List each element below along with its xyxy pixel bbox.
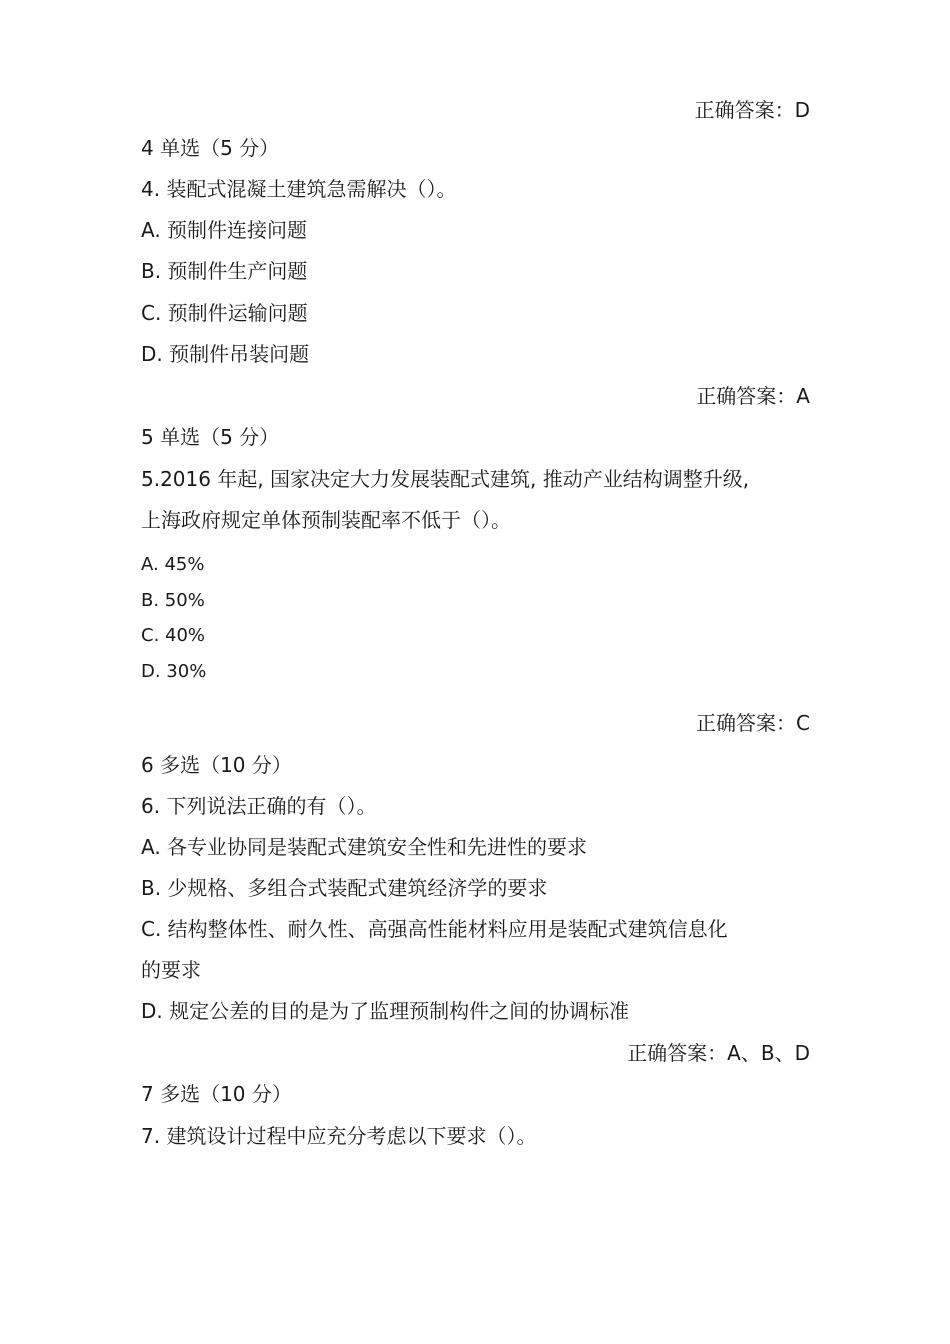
q6-option-c-continued: 的要求 [141, 958, 201, 982]
q7-header: 7 多选（10 分） [141, 1082, 292, 1106]
answer-q5: 正确答案：C [696, 711, 810, 735]
q5-option-c: C. 40% [141, 625, 206, 646]
q6-option-b: B. 少规格、多组合式装配式建筑经济学的要求 [141, 876, 548, 900]
q6-option-c: C. 结构整体性、耐久性、高强高性能材料应用是装配式建筑信息化 [141, 917, 728, 941]
q6-header: 6 多选（10 分） [141, 753, 292, 777]
q6-option-d: D. 规定公差的目的是为了监理预制构件之间的协调标准 [141, 999, 630, 1023]
q4-stem: 4. 装配式混凝土建筑急需解决（）。 [141, 177, 457, 201]
answer-q3: 正确答案：D [694, 98, 810, 122]
q4-option-d: D. 预制件吊装问题 [141, 342, 310, 366]
q5-option-b: B. 50% [141, 590, 205, 611]
q5-option-d: D. 30% [141, 661, 207, 682]
q6-stem: 6. 下列说法正确的有（）。 [141, 794, 377, 818]
answer-q6: 正确答案：A、B、D [627, 1041, 810, 1065]
q4-option-c: C. 预制件运输问题 [141, 301, 308, 325]
q6-option-a: A. 各专业协同是装配式建筑安全性和先进性的要求 [141, 835, 588, 859]
q5-option-a: A. 45% [141, 554, 205, 575]
answer-q4: 正确答案：A [696, 384, 810, 408]
q7-stem: 7. 建筑设计过程中应充分考虑以下要求（）。 [141, 1124, 537, 1148]
q4-header: 4 单选（5 分） [141, 136, 280, 160]
q5-header: 5 单选（5 分） [141, 425, 280, 449]
q4-option-a: A. 预制件连接问题 [141, 218, 308, 242]
q5-stem-line-1: 5.2016 年起, 国家决定大力发展装配式建筑, 推动产业结构调整升级, [141, 467, 750, 491]
q4-option-b: B. 预制件生产问题 [141, 259, 308, 283]
q5-stem-line-2: 上海政府规定单体预制装配率不低于（）。 [141, 508, 511, 532]
